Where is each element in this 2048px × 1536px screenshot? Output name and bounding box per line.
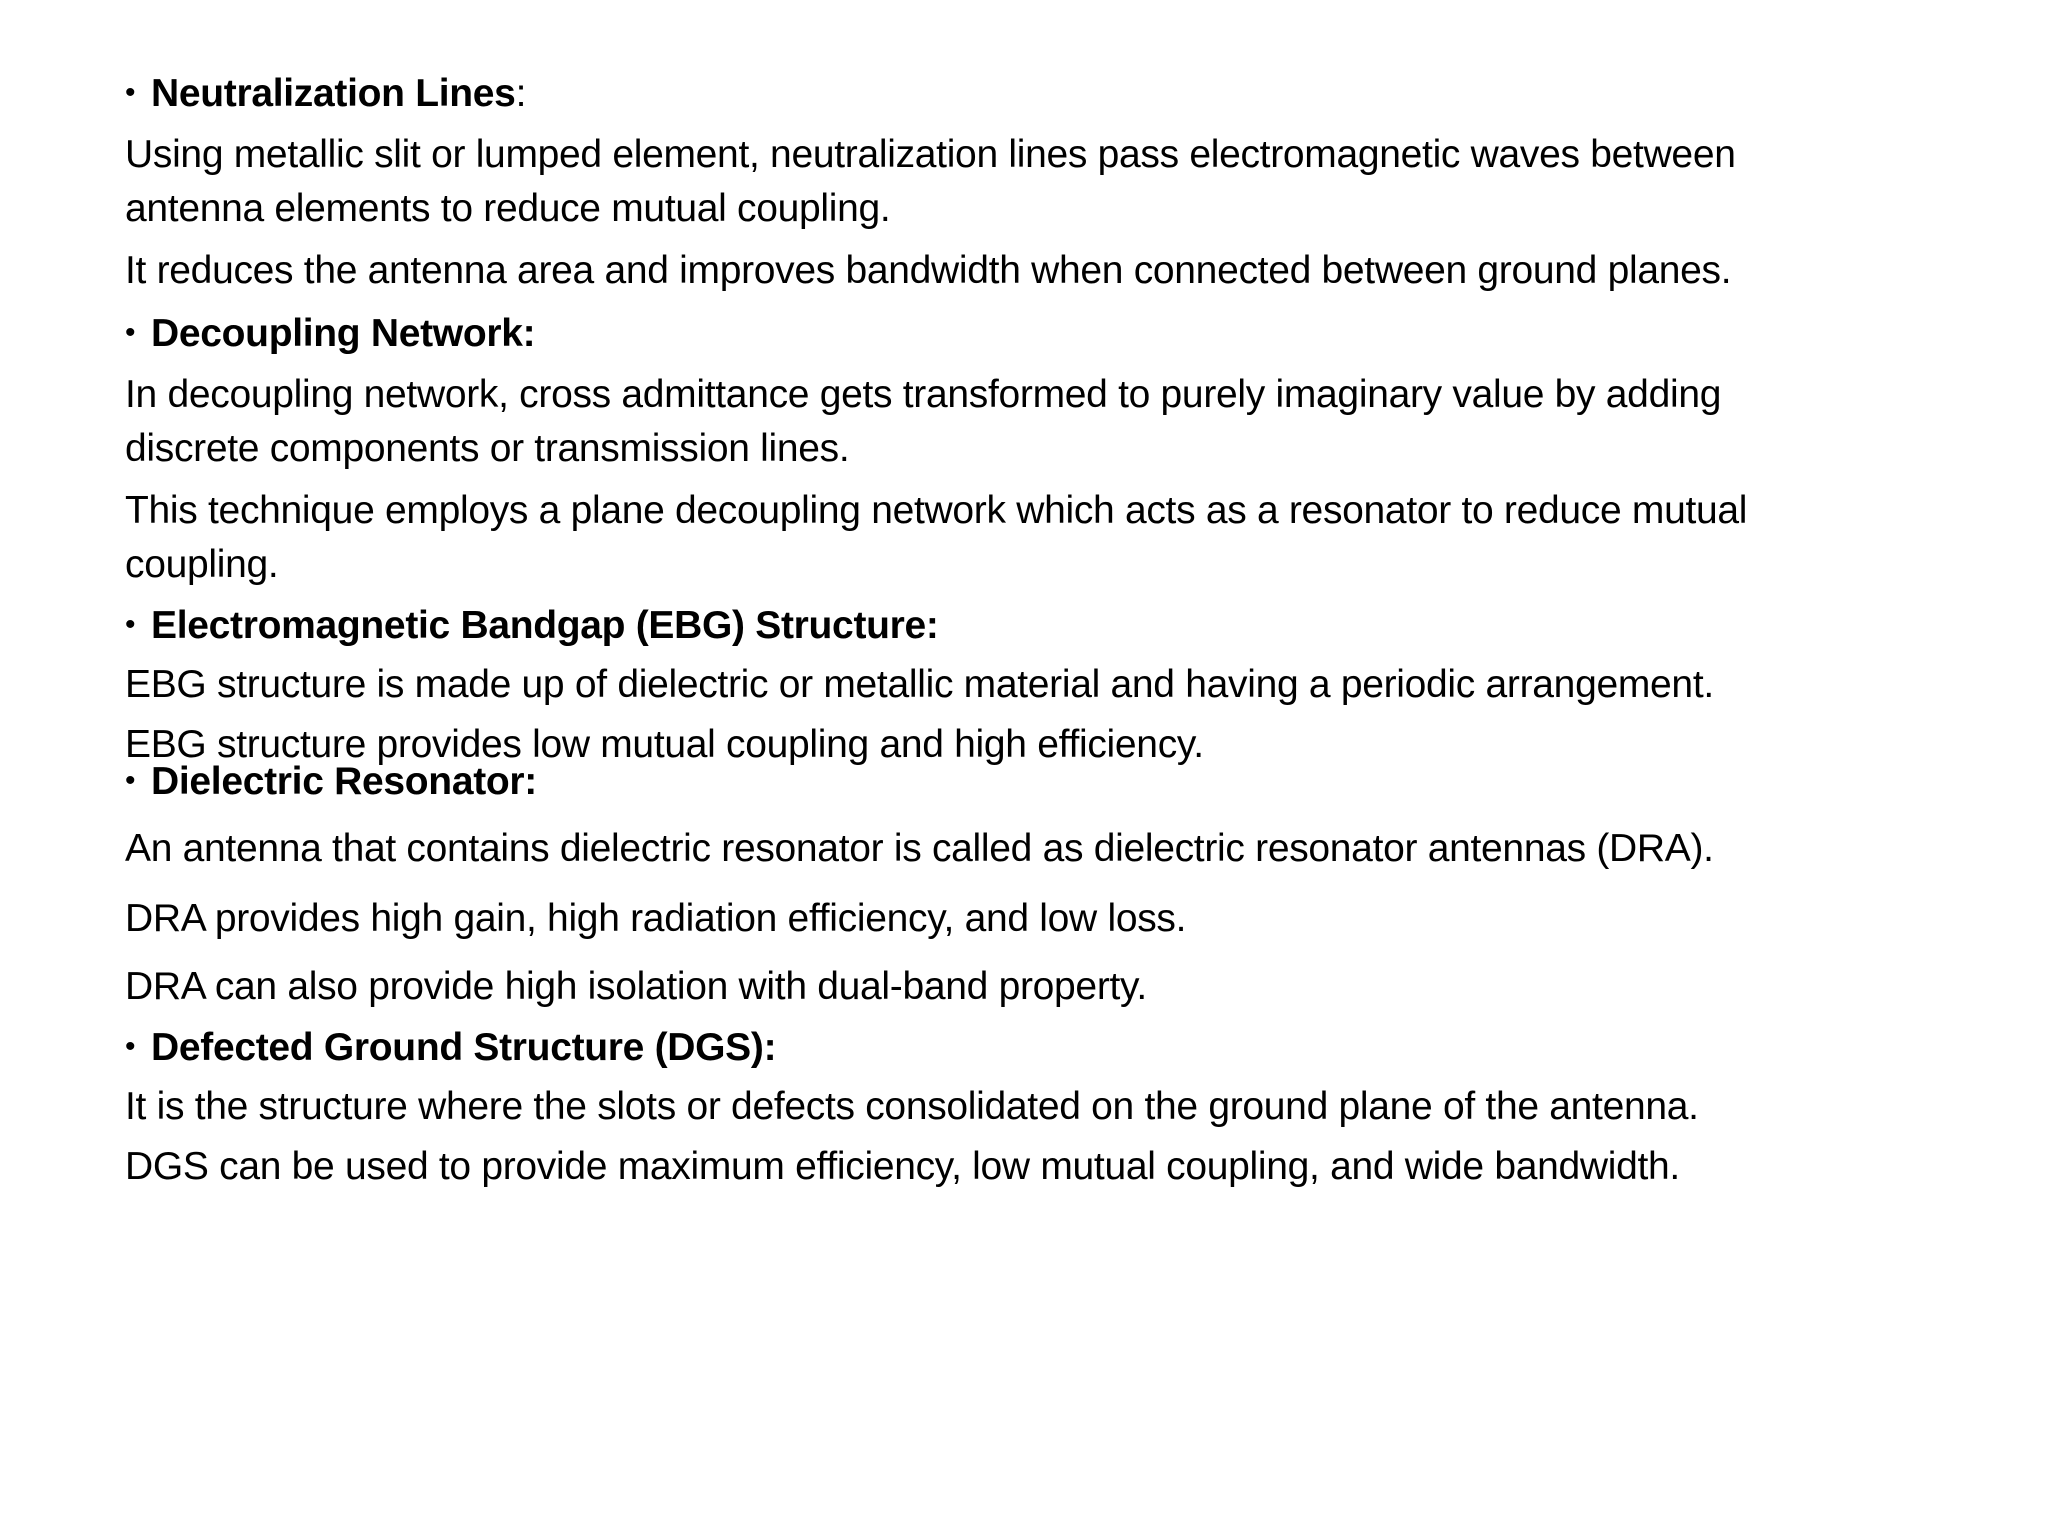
paragraph-line: In decoupling network, cross admittance gets transformed to purely imaginary value by adding — [125, 373, 1722, 416]
heading-ebg-structure — [125, 598, 1965, 653]
heading-defected-ground-structure — [125, 1020, 1965, 1075]
section-heading: Dielectric Resonator: — [151, 760, 537, 803]
heading-decoupling-network — [125, 306, 1965, 361]
section-heading: Defected Ground Structure (DGS): — [151, 1026, 777, 1069]
paragraph-line: Using metallic slit or lumped element, neutralization lines pass electromagnetic waves between — [125, 133, 1736, 176]
paragraph-line: coupling. — [125, 543, 279, 586]
paragraph-line: DRA can also provide high isolation with dual-band property. — [125, 965, 1147, 1008]
paragraph-line: DRA provides high gain, high radiation efficiency, and low loss. — [125, 897, 1187, 940]
paragraph-line: It is the structure where the slots or defects consolidated on the ground plane of the antenna. — [125, 1085, 1699, 1128]
section-heading: Neutralization Lines — [151, 72, 516, 115]
paragraph-line: DGS can be used to provide maximum efficiency, low mutual coupling, and wide bandwidth. — [125, 1145, 1680, 1188]
paragraph-line: An antenna that contains dielectric resonator is called as dielectric resonator antennas (DRA). — [125, 827, 1714, 870]
bullet-icon: • — [125, 76, 136, 109]
paragraph-line: EBG structure is made up of dielectric or metallic material and having a periodic arrangement. — [125, 663, 1714, 706]
paragraph-line: antenna elements to reduce mutual coupling. — [125, 187, 891, 230]
paragraph-line: It reduces the antenna area and improves bandwidth when connected between ground planes. — [125, 249, 1732, 292]
bullet-icon: • — [125, 1030, 136, 1063]
section-heading: Electromagnetic Bandgap (EBG) Structure: — [151, 604, 939, 647]
bullet-icon: • — [125, 316, 136, 349]
heading-neutralization-lines — [125, 66, 1965, 121]
section-heading: Decoupling Network: — [151, 312, 536, 355]
bullet-icon: • — [125, 608, 136, 641]
paragraph-line: discrete components or transmission lines. — [125, 427, 850, 470]
bullet-icon: • — [125, 764, 136, 797]
paragraph-line: This technique employs a plane decoupling network which acts as a resonator to reduce mutual — [125, 489, 1748, 532]
paragraph-line: EBG structure provides low mutual coupling and high efficiency. — [125, 723, 1204, 766]
heading-suffix: : — [515, 72, 527, 115]
heading-dielectric-resonator — [125, 754, 1965, 809]
